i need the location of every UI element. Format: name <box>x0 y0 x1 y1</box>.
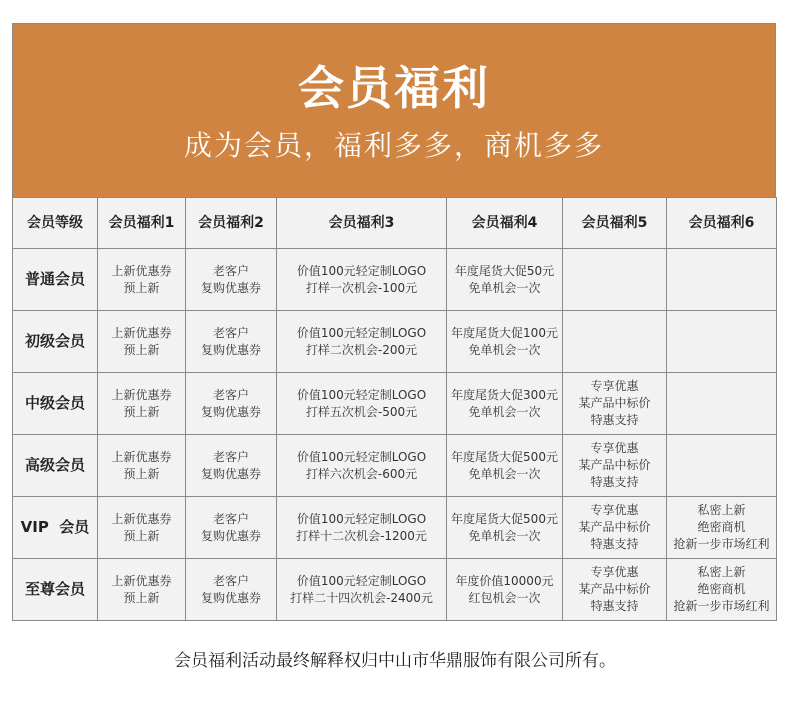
cell-line: 抢新一步市场红利 <box>673 537 770 551</box>
benefit-5-cell <box>563 373 667 435</box>
cell-line: 红包机会一次 <box>468 590 541 605</box>
benefit-3-cell <box>277 435 447 497</box>
footer-disclaimer: 会员福利活动最终解释权归中山市华鼎服饰有限公司所有。 <box>174 651 616 671</box>
header-member-level: 会员等级 <box>13 198 98 249</box>
member-level-cell: 高级会员 <box>13 435 98 497</box>
benefit-1-cell <box>98 373 186 435</box>
member-level-cell: VIP 会员 <box>13 497 98 559</box>
benefit-3-cell <box>277 559 447 621</box>
table-row <box>13 559 777 621</box>
cell-line: 预上新 <box>123 590 160 605</box>
cell-line: 价值100元轻定制LOGO <box>296 511 427 526</box>
benefit-5-cell <box>563 559 667 621</box>
header-benefit-5: 会员福利5 <box>563 198 667 249</box>
cell-line: 价值100元轻定制LOGO <box>296 325 427 340</box>
table-row <box>13 373 777 435</box>
cell-line: 老客户 <box>212 449 249 464</box>
cell-line: 预上新 <box>123 404 160 419</box>
cell-line: 免单机会一次 <box>468 528 541 543</box>
cell-line: 特惠支持 <box>590 599 639 613</box>
cell-line: 打样二次机会-200元 <box>305 342 418 357</box>
cell-line: 年度尾货大促50元 <box>454 263 555 278</box>
member-level-cell: 普通会员 <box>13 249 98 311</box>
member-level-cell: 至尊会员 <box>13 559 98 621</box>
benefit-3-cell <box>277 311 447 373</box>
cell-line: 上新优惠券 <box>111 387 172 402</box>
benefit-5-cell <box>563 497 667 559</box>
cell-line: 上新优惠券 <box>111 573 172 588</box>
benefit-3-cell <box>277 373 447 435</box>
header-benefit-6: 会员福利6 <box>667 198 777 249</box>
cell-line: 某产品中标价 <box>578 520 651 534</box>
benefit-5-cell <box>563 249 667 311</box>
cell-line: 预上新 <box>123 280 160 295</box>
cell-line: 预上新 <box>123 528 160 543</box>
cell-line: 特惠支持 <box>590 413 639 427</box>
cell-line: 专享优惠 <box>590 565 639 579</box>
cell-line: 打样五次机会-500元 <box>305 404 418 419</box>
benefit-2-cell <box>186 559 277 621</box>
cell-line: 上新优惠券 <box>111 263 172 278</box>
cell-line: 预上新 <box>123 466 160 481</box>
header-benefit-3: 会员福利3 <box>277 198 447 249</box>
cell-line: 打样一次机会-100元 <box>305 280 418 295</box>
cell-line: 抢新一步市场红利 <box>673 599 770 613</box>
cell-line: 价值100元轻定制LOGO <box>296 449 427 464</box>
benefit-1-cell <box>98 249 186 311</box>
cell-line: 绝密商机 <box>697 582 746 596</box>
cell-line: 年度尾货大促500元 <box>451 449 558 464</box>
benefit-5-cell <box>563 435 667 497</box>
cell-line: 特惠支持 <box>590 537 639 551</box>
member-level-cell: 中级会员 <box>13 373 98 435</box>
cell-line: 打样十二次机会-1200元 <box>296 528 427 543</box>
cell-line: 年度尾货大促100元 <box>451 325 558 340</box>
cell-line: 价值100元轻定制LOGO <box>296 573 427 588</box>
cell-line: 免单机会一次 <box>468 404 541 419</box>
cell-line: 老客户 <box>212 325 249 340</box>
cell-line: 专享优惠 <box>590 441 639 455</box>
cell-line: 特惠支持 <box>590 475 639 489</box>
cell-line: 私密上新 <box>697 503 746 517</box>
benefit-4-cell <box>447 311 563 373</box>
cell-line: 年度价值10000元 <box>455 573 554 588</box>
page-subtitle: 成为会员，福利多多，商机多多 <box>183 129 604 162</box>
benefit-1-cell <box>98 497 186 559</box>
cell-line: 价值100元轻定制LOGO <box>296 263 427 278</box>
benefit-6-cell <box>667 249 777 311</box>
benefit-6-cell <box>667 311 777 373</box>
title-banner <box>13 24 775 198</box>
benefit-6-cell <box>667 559 777 621</box>
header-benefit-1: 会员福利1 <box>98 198 186 249</box>
cell-line: 免单机会一次 <box>468 280 541 295</box>
benefit-6-cell <box>667 497 777 559</box>
table-row <box>13 435 777 497</box>
benefit-2-cell <box>186 311 277 373</box>
benefit-6-cell <box>667 435 777 497</box>
cell-line: 老客户 <box>212 573 249 588</box>
benefit-5-cell <box>563 311 667 373</box>
benefit-3-cell <box>277 249 447 311</box>
benefit-2-cell <box>186 249 277 311</box>
cell-line: 私密上新 <box>697 565 746 579</box>
benefit-1-cell <box>98 311 186 373</box>
header-benefit-4: 会员福利4 <box>447 198 563 249</box>
cell-line: 复购优惠券 <box>200 342 261 357</box>
cell-line: 复购优惠券 <box>200 590 261 605</box>
benefit-2-cell <box>186 497 277 559</box>
cell-line: 老客户 <box>212 263 249 278</box>
cell-line: 免单机会一次 <box>468 466 541 481</box>
benefit-4-cell <box>447 497 563 559</box>
cell-line: 上新优惠券 <box>111 325 172 340</box>
table-row <box>13 497 777 559</box>
benefit-1-cell <box>98 435 186 497</box>
page-title: 会员福利 <box>298 61 490 115</box>
cell-line: 打样六次机会-600元 <box>305 466 418 481</box>
table-header-row <box>13 198 777 249</box>
benefit-6-cell <box>667 373 777 435</box>
cell-line: 复购优惠券 <box>200 528 261 543</box>
table-row <box>13 249 777 311</box>
benefit-3-cell <box>277 497 447 559</box>
cell-line: 专享优惠 <box>590 379 639 393</box>
cell-line: 某产品中标价 <box>578 582 651 596</box>
benefits-table <box>12 197 777 621</box>
cell-line: 某产品中标价 <box>578 458 651 472</box>
benefit-4-cell <box>447 249 563 311</box>
benefit-1-cell <box>98 559 186 621</box>
cell-line: 老客户 <box>212 387 249 402</box>
cell-line: 绝密商机 <box>697 520 746 534</box>
benefit-2-cell <box>186 435 277 497</box>
cell-line: 专享优惠 <box>590 503 639 517</box>
cell-line: 上新优惠券 <box>111 449 172 464</box>
cell-line: 复购优惠券 <box>200 466 261 481</box>
benefit-2-cell <box>186 373 277 435</box>
cell-line: 上新优惠券 <box>111 511 172 526</box>
cell-line: 预上新 <box>123 342 160 357</box>
cell-line: 复购优惠券 <box>200 404 261 419</box>
cell-line: 免单机会一次 <box>468 342 541 357</box>
benefit-4-cell <box>447 559 563 621</box>
header-benefit-2: 会员福利2 <box>186 198 277 249</box>
benefit-4-cell <box>447 435 563 497</box>
member-level-cell: 初级会员 <box>13 311 98 373</box>
cell-line: 年度尾货大促500元 <box>451 511 558 526</box>
cell-line: 老客户 <box>212 511 249 526</box>
benefits-frame <box>12 23 776 198</box>
cell-line: 复购优惠券 <box>200 280 261 295</box>
cell-line: 打样二十四次机会-2400元 <box>290 590 433 605</box>
benefit-4-cell <box>447 373 563 435</box>
cell-line: 某产品中标价 <box>578 396 651 410</box>
table-row <box>13 311 777 373</box>
cell-line: 年度尾货大促300元 <box>451 387 558 402</box>
cell-line: 价值100元轻定制LOGO <box>296 387 427 402</box>
